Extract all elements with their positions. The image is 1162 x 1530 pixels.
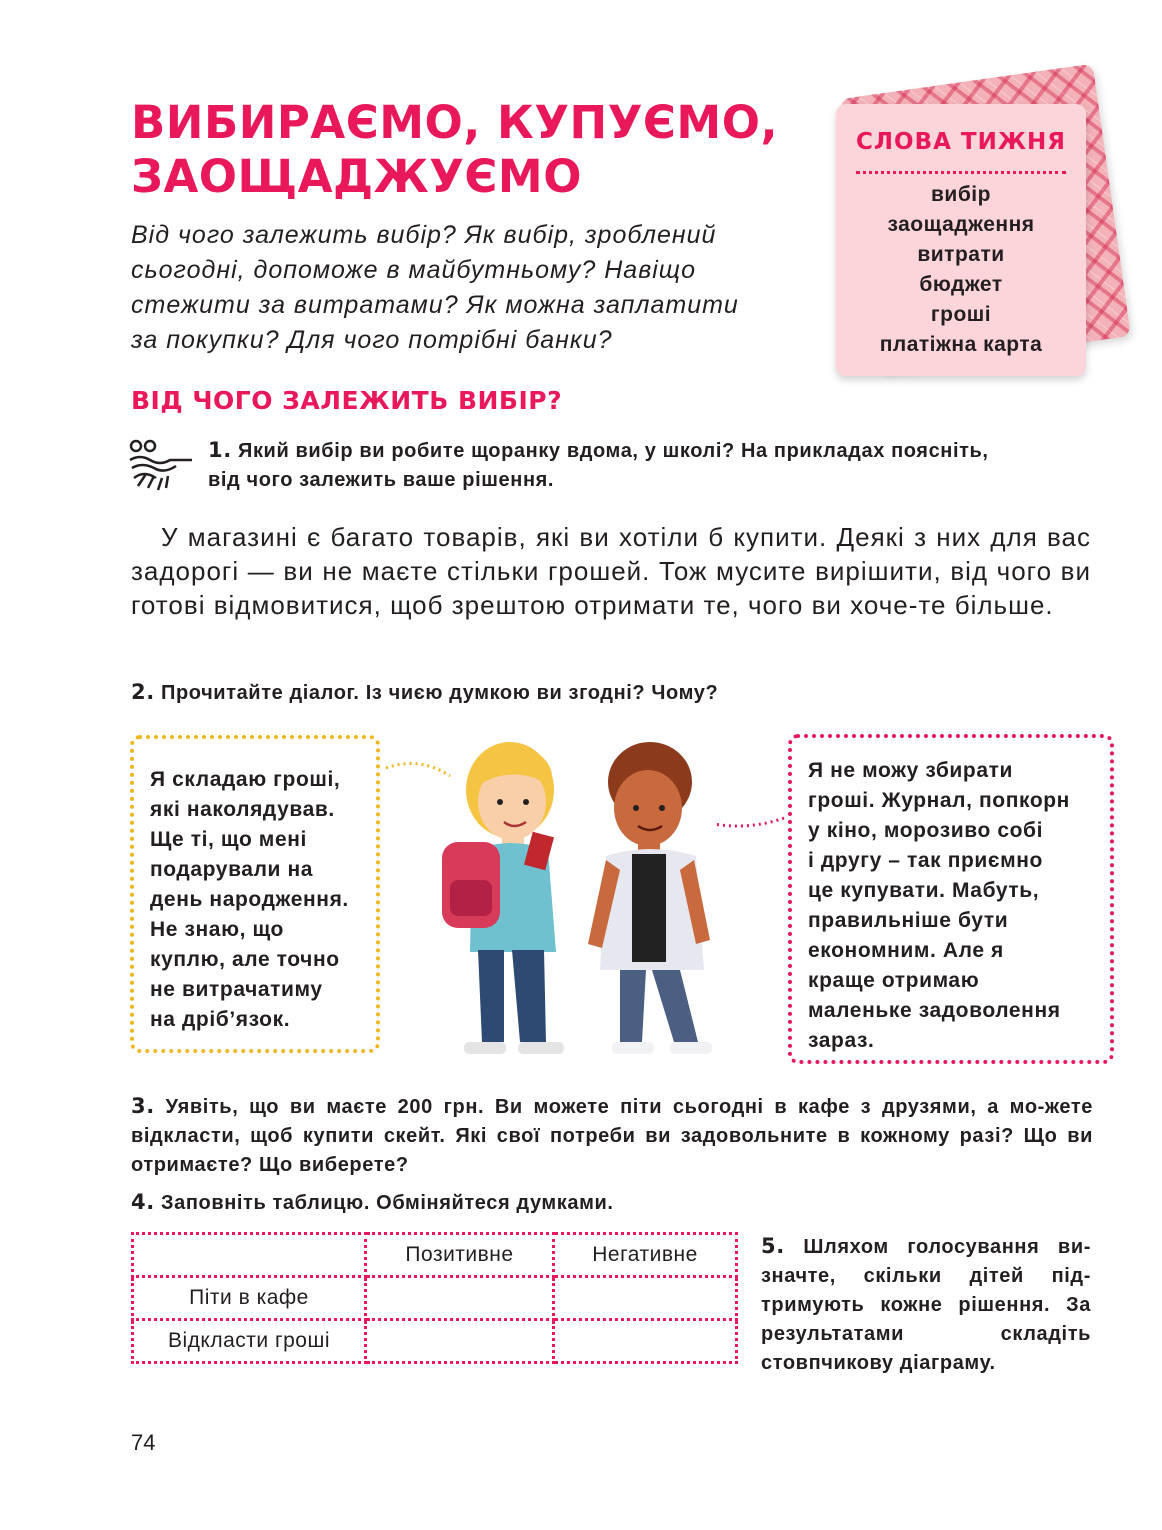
intro-line: Від чого залежить вибір? Як вибір, зроблений — [131, 221, 717, 249]
speech-line: це купувати. Мабуть, — [808, 879, 1040, 902]
words-card-title: СЛОВА ТИЖНЯ — [856, 129, 1066, 155]
speech-line: маленьке задоволення — [808, 999, 1061, 1022]
speech-line: гроші. Журнал, попкорн — [808, 789, 1070, 812]
table-row — [133, 1320, 737, 1363]
table-header-cell — [133, 1234, 366, 1277]
intro-line: за покупки? Для чого потрібні банки? — [131, 326, 613, 354]
task-5-text: Шляхом голосування ви-значте, скільки дітей під-тримують кожне рішення. За результатами складіть стовпчикову діаграму. — [761, 1236, 1091, 1374]
table-cell[interactable] — [554, 1277, 737, 1320]
task-4 — [131, 1188, 831, 1218]
intro-line: сьогодні, допоможе в майбутньому? Навіщо — [131, 256, 696, 284]
speech-box-left — [130, 735, 380, 1053]
word-item: витрати — [917, 243, 1005, 266]
word-item: платіжна карта — [879, 333, 1043, 356]
table-header-cell: Позитивне — [366, 1234, 554, 1277]
task-3-text: Уявіть, що ви маєте 200 грн. Ви можете піти сьогодні в кафе з друзями, а мо-жете відкласти, щоб купити скейт. Які свої потреби ви задовольните в кожному разі? Що ви отримаєте? Що виберете? — [131, 1096, 1093, 1176]
teamwork-icon — [126, 438, 194, 498]
word-item: бюджет — [919, 273, 1003, 296]
task-2-text: Прочитайте діалог. Із чиєю думкою ви згодні? Чому? — [160, 682, 719, 704]
speech-line: які наколядував. — [150, 798, 335, 821]
speech-line: Не знаю, що — [150, 918, 284, 941]
table-cell[interactable] — [366, 1277, 554, 1320]
speech-line: правильніше бути — [808, 909, 1009, 932]
task-number: 5. — [761, 1234, 785, 1258]
speech-line: Ще ті, що мені — [150, 828, 307, 851]
title-line-2: ЗАОЩАДЖУЄМО — [131, 150, 582, 203]
table-cell[interactable] — [554, 1320, 737, 1363]
task-number: 3. — [131, 1094, 155, 1118]
page-number: 74 — [131, 1430, 156, 1455]
speech-text-right — [808, 756, 1108, 1056]
speech-line: у кіно, морозиво собі — [808, 819, 1044, 842]
table-header-cell: Негативне — [554, 1234, 737, 1277]
page-title — [131, 96, 831, 204]
table-row-label: Відкласти гроші — [133, 1320, 366, 1363]
title-line-1: ВИБИРАЄМО, КУПУЄМО, — [131, 96, 779, 149]
speech-line: Я не можу збирати — [808, 759, 1014, 782]
speech-line: день народження. — [150, 888, 349, 911]
task-5 — [761, 1232, 1091, 1378]
task-number: 1. — [208, 438, 232, 462]
dotted-divider — [856, 171, 1066, 174]
speech-text-left — [150, 765, 380, 1035]
table-row — [133, 1277, 737, 1320]
task-3 — [131, 1092, 1093, 1180]
task-1 — [208, 436, 1098, 495]
speech-line: зараз. — [808, 1029, 875, 1052]
task-4-text: Заповніть таблицю. Обміняйтеся думками. — [160, 1192, 614, 1214]
choice-table — [131, 1232, 738, 1364]
speech-line: на дріб’язок. — [150, 1008, 291, 1031]
words-of-week-card — [836, 104, 1086, 376]
word-item: вибір — [931, 183, 991, 206]
table-row-label: Піти в кафе — [133, 1277, 366, 1320]
intro-questions — [131, 218, 791, 358]
word-item: заощадження — [887, 213, 1035, 236]
speech-line: подарували на — [150, 858, 314, 881]
words-list — [836, 180, 1086, 360]
task-2 — [131, 678, 1031, 708]
speech-line: куплю, але точно — [150, 948, 340, 971]
task-1-line-1: Який вибір ви робите щоранку вдома, у школі? На прикладах поясніть, — [237, 440, 989, 462]
table-cell[interactable] — [366, 1320, 554, 1363]
speech-line: економним. Але я — [808, 939, 1004, 962]
body-paragraph: У магазині є багато товарів, які ви хотіли б купити. Деякі з них для вас задорогі — ви не маєте стільки грошей. Тож мусите вирішити, від чого ви готові відмовитися, щоб зрештою отримати те, чого ви хоче-те більше. — [131, 522, 1091, 620]
speech-line: Я складаю гроші, — [150, 768, 341, 791]
task-number: 2. — [131, 680, 155, 704]
word-item: гроші — [930, 303, 992, 326]
table-header-row — [133, 1234, 737, 1277]
speech-line: і другу – так приємно — [808, 849, 1043, 872]
speech-line: краще отримаю — [808, 969, 980, 992]
task-number: 4. — [131, 1190, 155, 1214]
two-boys-illustration — [380, 730, 790, 1060]
section-heading: ВІД ЧОГО ЗАЛЕЖИТЬ ВИБІР? — [131, 386, 563, 415]
task-1-line-2: від чого залежить ваше рішення. — [208, 469, 555, 491]
speech-box-right — [788, 734, 1114, 1064]
intro-line: стежити за витратами? Як можна заплатити — [131, 291, 739, 319]
speech-line: не витрачатиму — [150, 978, 323, 1001]
